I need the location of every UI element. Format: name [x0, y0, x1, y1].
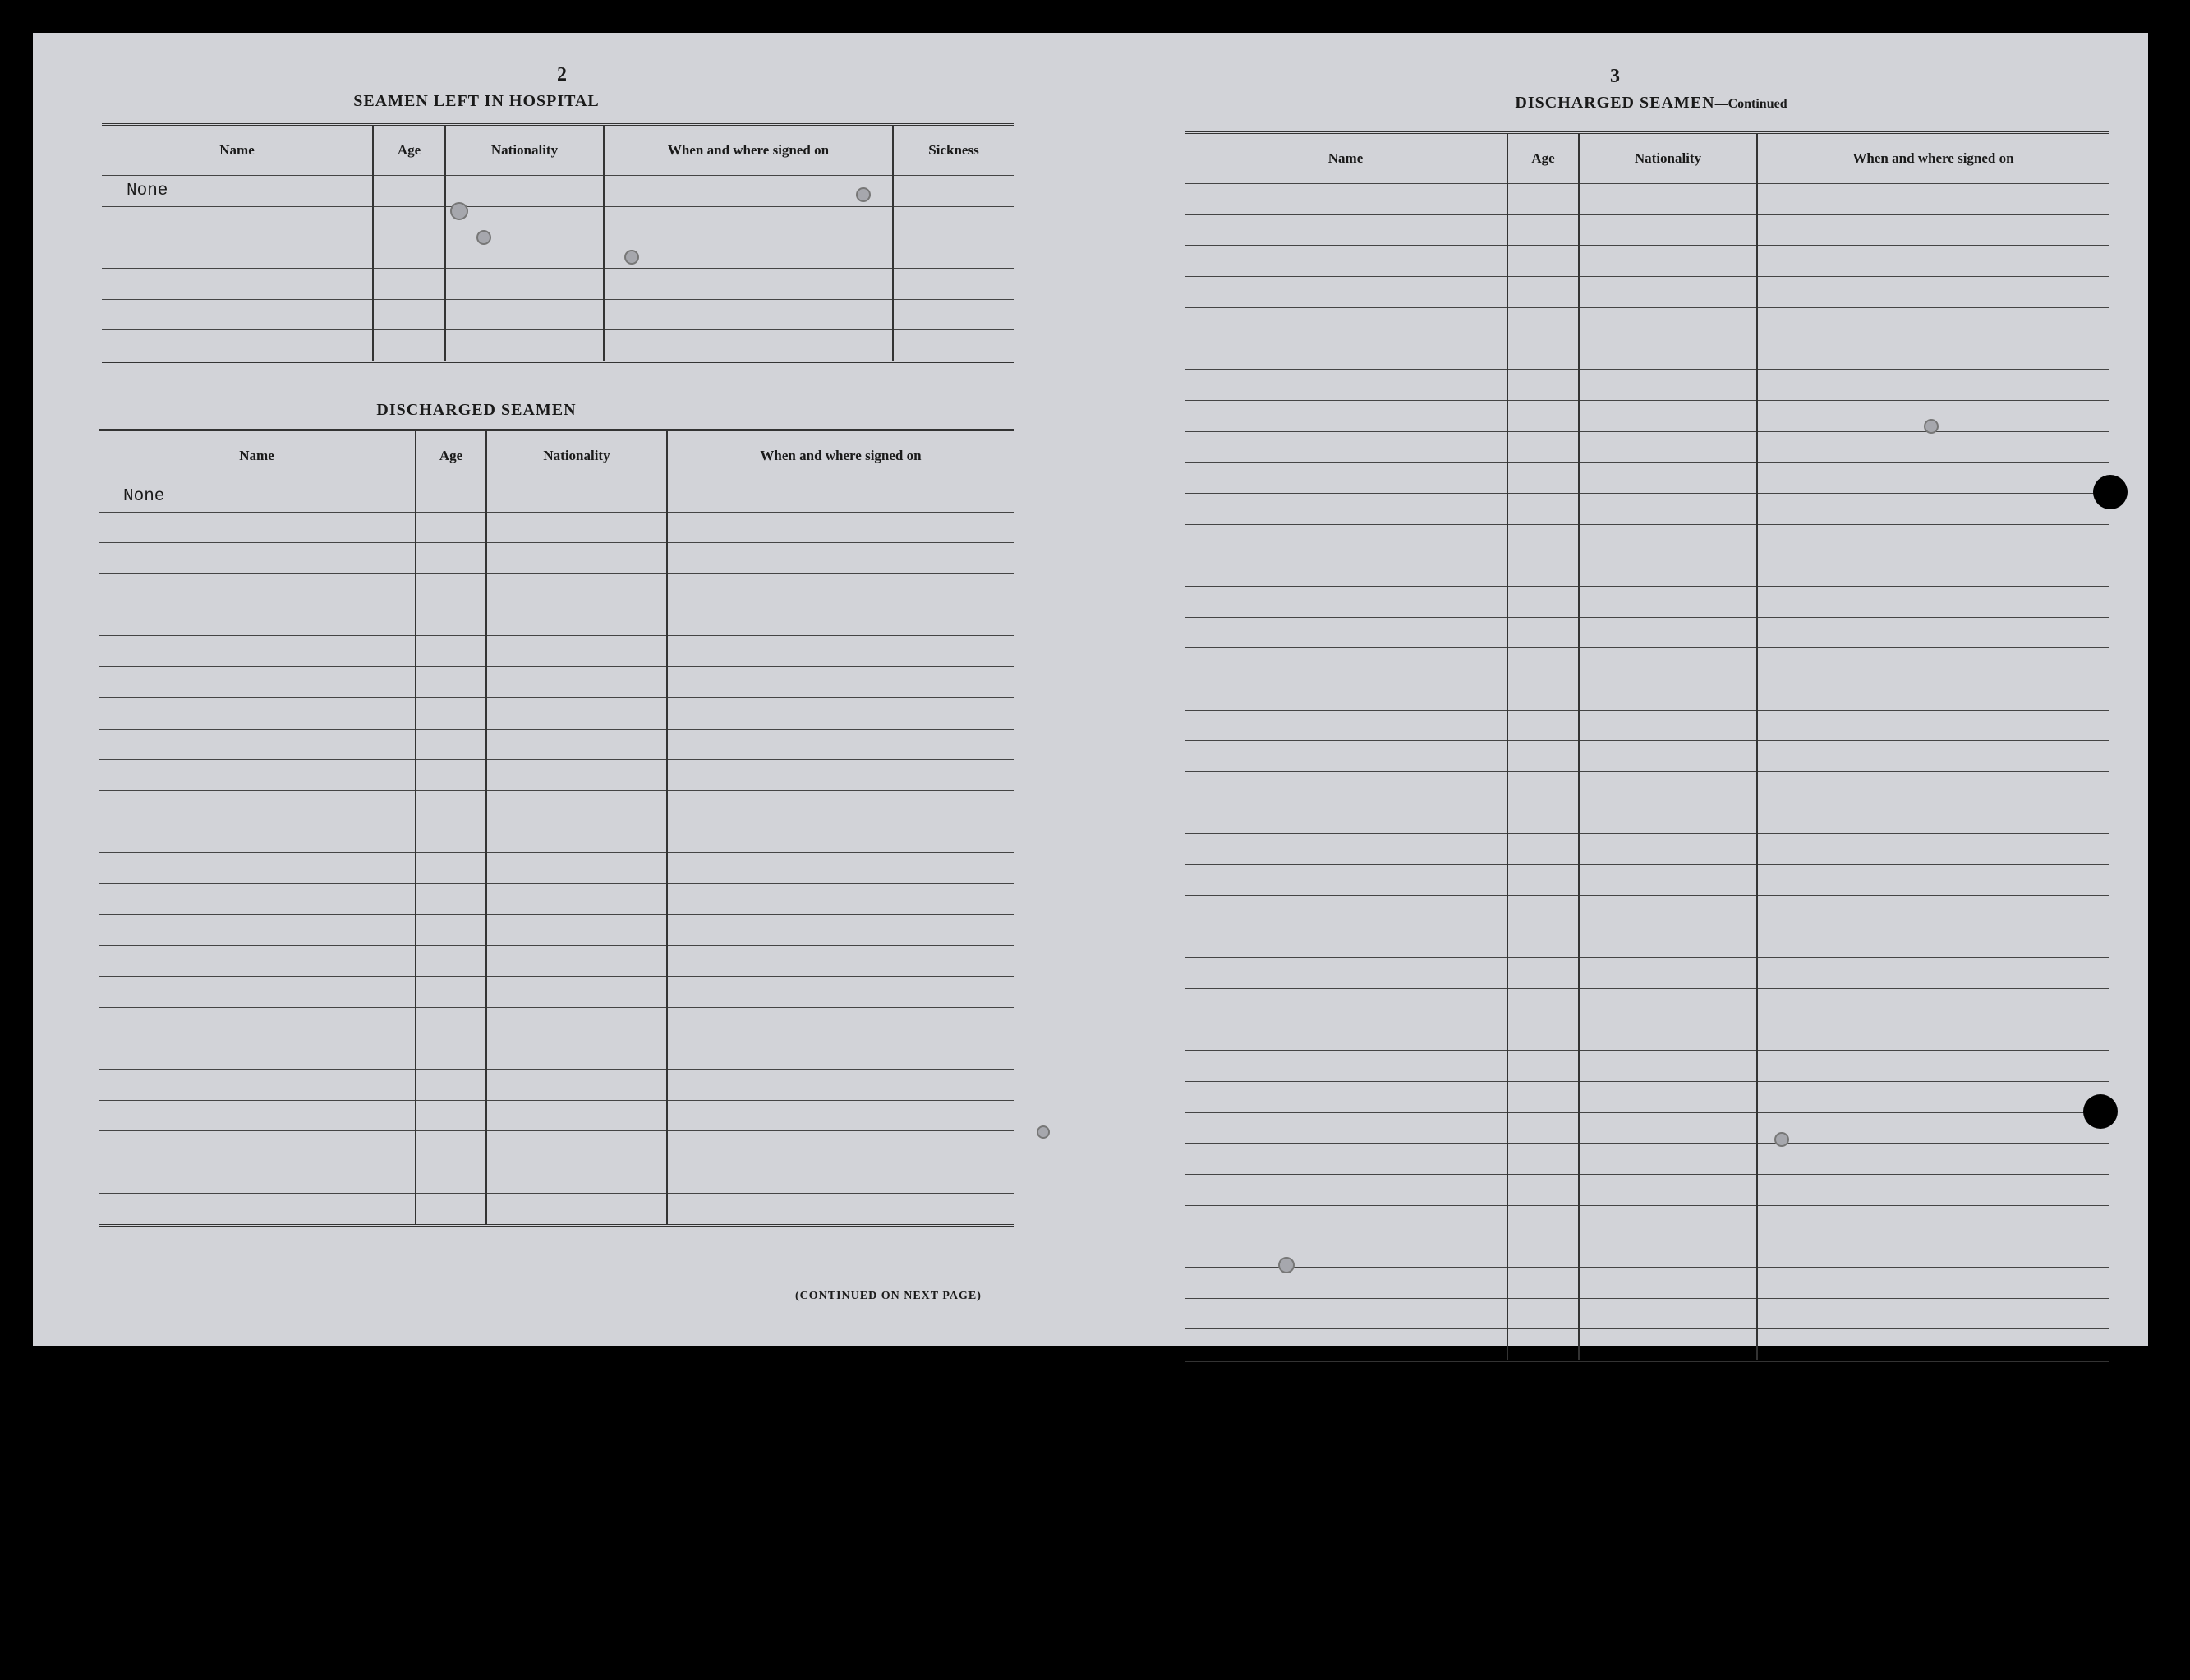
table-row	[99, 697, 1014, 729]
discharged-continued-table	[1185, 131, 2109, 1362]
table-row	[1185, 1236, 2109, 1268]
binder-hole	[2083, 1094, 2118, 1129]
document-sheet	[33, 33, 2148, 1346]
table-row	[99, 1162, 1014, 1194]
table-row	[99, 760, 1014, 791]
column-header-age: Age	[1507, 133, 1579, 184]
scan-blot	[1037, 1125, 1050, 1139]
table-row	[1185, 1175, 2109, 1206]
table-row	[102, 299, 1014, 330]
table-row	[1185, 1144, 2109, 1175]
table-row	[99, 790, 1014, 822]
table-row	[1185, 679, 2109, 711]
discharged-title: DISCHARGED SEAMEN	[376, 401, 577, 419]
table-row	[1185, 246, 2109, 277]
column-header-age: Age	[416, 430, 486, 481]
table-row	[99, 574, 1014, 605]
column-header-signed-on: When and where signed on	[604, 125, 893, 176]
table-row	[1185, 277, 2109, 308]
table-row	[99, 667, 1014, 698]
table-row	[1185, 184, 2109, 215]
scan-blot	[856, 187, 871, 202]
table-row	[99, 729, 1014, 760]
continued-note: (CONTINUED ON NEXT PAGE)	[795, 1290, 982, 1302]
scan-blot	[1924, 419, 1939, 434]
table-row	[99, 512, 1014, 543]
table-row	[1185, 307, 2109, 338]
table-row	[102, 269, 1014, 300]
column-header-name: Name	[1185, 133, 1507, 184]
name-cell: None	[102, 176, 373, 207]
table-row	[1185, 988, 2109, 1020]
title-suffix: —Continued	[1714, 97, 1787, 111]
table-row	[1185, 803, 2109, 834]
scan-blot	[624, 250, 639, 265]
table-row	[99, 946, 1014, 977]
scan-blot	[1774, 1132, 1789, 1147]
table-row	[1185, 741, 2109, 772]
scan-blot	[1278, 1257, 1295, 1273]
table-row	[1185, 370, 2109, 401]
table-row	[99, 977, 1014, 1008]
table-row	[99, 543, 1014, 574]
table-row	[1185, 958, 2109, 989]
scan-blot	[476, 230, 491, 245]
table-row	[99, 481, 1014, 513]
table-row	[1185, 648, 2109, 679]
table-row	[1185, 1329, 2109, 1361]
table-row	[1185, 895, 2109, 927]
table-row	[1185, 1298, 2109, 1329]
table-row	[1185, 586, 2109, 617]
table-row	[1185, 493, 2109, 524]
table-row	[1185, 1020, 2109, 1051]
column-header-sickness: Sickness	[893, 125, 1014, 176]
hospital-table	[102, 123, 1014, 363]
table-row	[1185, 617, 2109, 648]
table-row	[99, 1131, 1014, 1162]
table-row	[1185, 400, 2109, 431]
table-row	[102, 206, 1014, 237]
table-row	[1185, 865, 2109, 896]
column-header-nationality: Nationality	[1579, 133, 1757, 184]
table-row	[1185, 463, 2109, 494]
table-row	[1185, 555, 2109, 587]
table-row	[99, 914, 1014, 946]
discharged-continued-title	[1388, 94, 1914, 113]
table-row	[99, 1100, 1014, 1131]
table-row	[1185, 1268, 2109, 1299]
hospital-title: SEAMEN LEFT IN HOSPITAL	[353, 92, 600, 110]
table-row	[1185, 1081, 2109, 1112]
table-row	[1185, 338, 2109, 370]
table-row	[1185, 710, 2109, 741]
page-2	[33, 33, 1101, 1346]
column-header-signed-on: When and where signed on	[667, 430, 1014, 481]
name-cell: None	[99, 481, 416, 513]
table-row	[1185, 927, 2109, 958]
column-header-name: Name	[99, 430, 416, 481]
table-row	[102, 330, 1014, 362]
table-row	[99, 636, 1014, 667]
table-row	[1185, 1051, 2109, 1082]
table-row	[1185, 431, 2109, 463]
table-row	[99, 822, 1014, 853]
column-header-signed-on: When and where signed on	[1757, 133, 2109, 184]
table-row	[99, 605, 1014, 636]
table-row	[102, 176, 1014, 207]
page-3	[1101, 33, 2148, 1346]
scan-blot	[450, 202, 468, 220]
table-row	[99, 853, 1014, 884]
table-row	[99, 1193, 1014, 1225]
column-header-age: Age	[373, 125, 445, 176]
discharged-table	[99, 429, 1014, 1227]
table-row	[1185, 772, 2109, 803]
column-header-nationality: Nationality	[486, 430, 667, 481]
table-row	[99, 1070, 1014, 1101]
table-row	[1185, 1112, 2109, 1144]
page-number: 3	[1610, 66, 1620, 87]
table-row	[1185, 214, 2109, 246]
binder-hole	[2093, 475, 2128, 509]
table-row	[99, 1007, 1014, 1038]
table-row	[102, 237, 1014, 269]
page-number: 2	[557, 64, 567, 85]
table-row	[99, 1038, 1014, 1070]
table-row	[1185, 834, 2109, 865]
table-row	[1185, 1205, 2109, 1236]
table-row	[99, 883, 1014, 914]
table-row	[1185, 524, 2109, 555]
column-header-name: Name	[102, 125, 373, 176]
title-text: DISCHARGED SEAMEN	[1515, 94, 1715, 112]
column-header-nationality: Nationality	[445, 125, 604, 176]
